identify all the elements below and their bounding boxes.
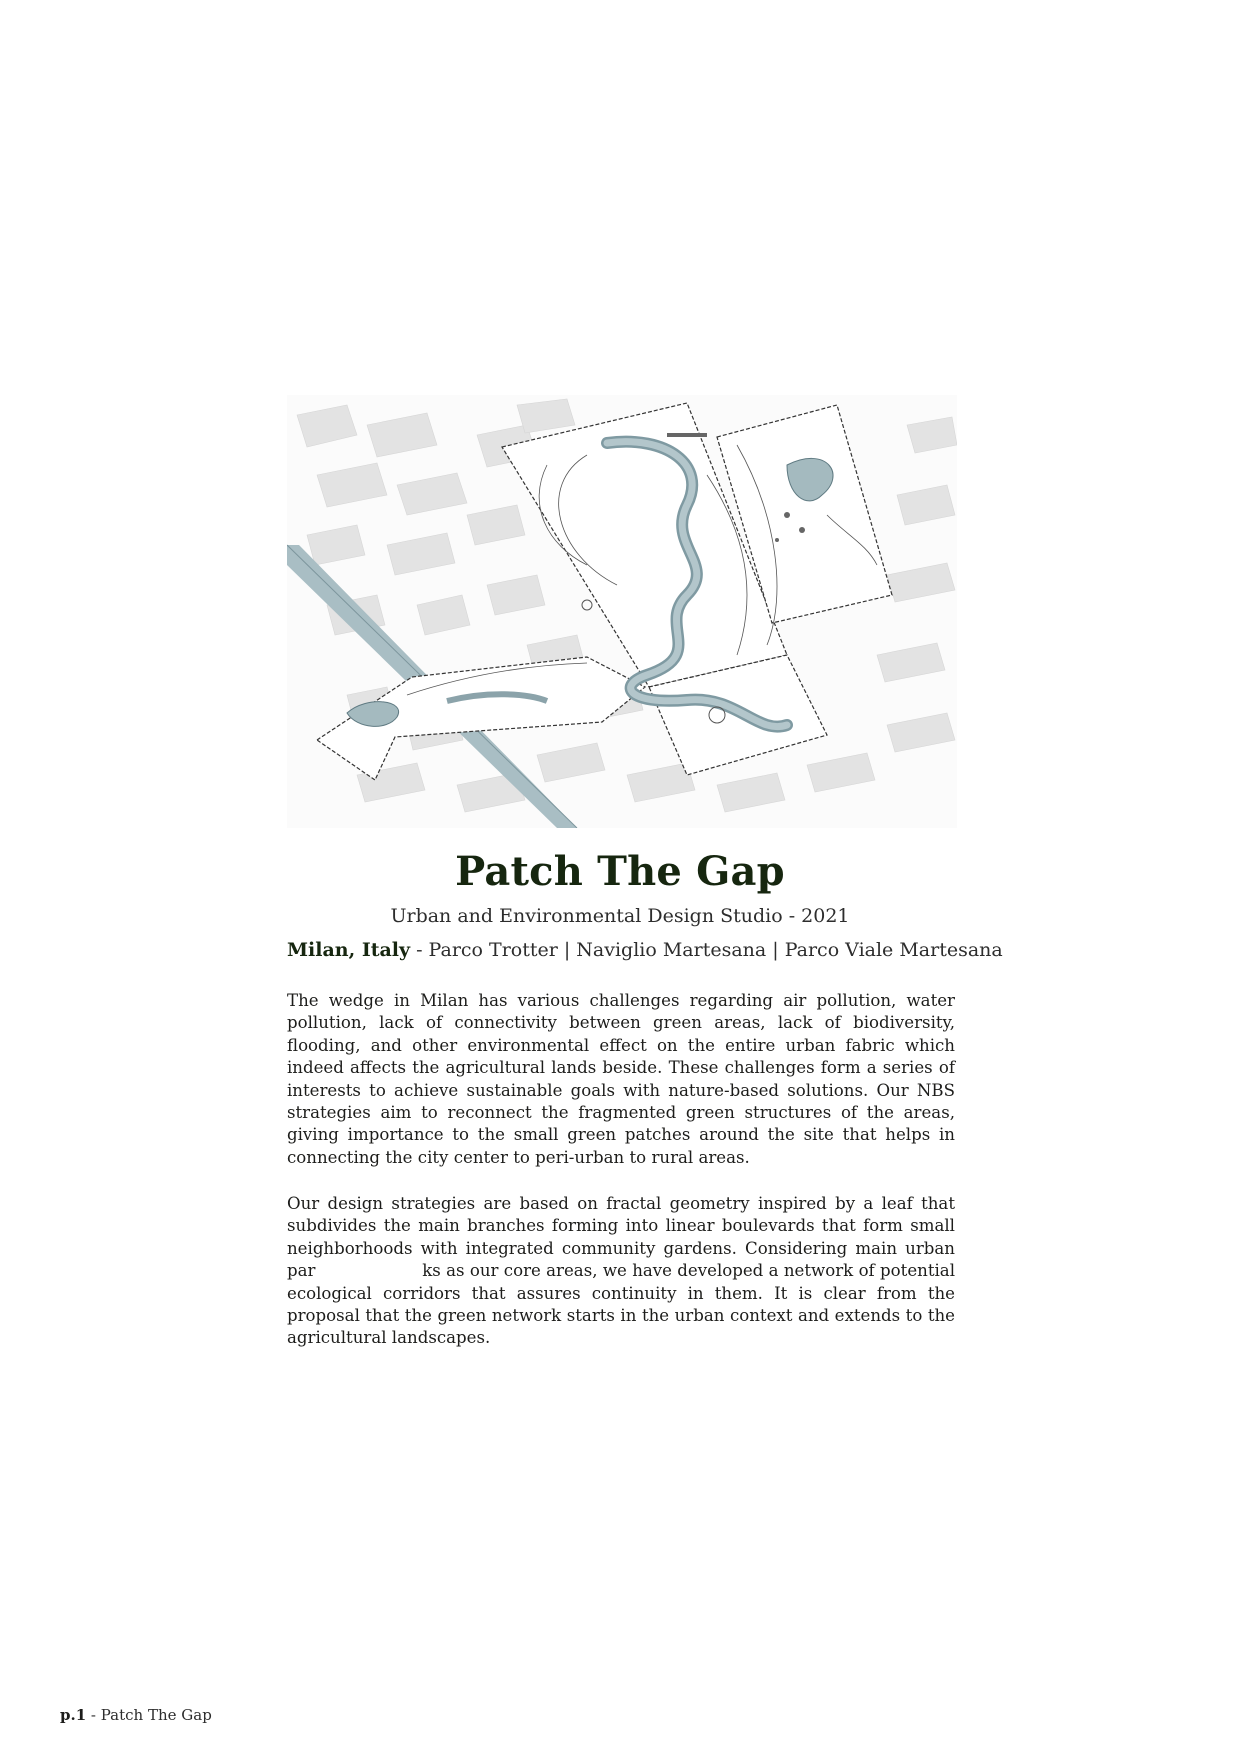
description-paragraph-2: Our design strategies are based on fractal geometry inspired by a leaf that subdivides the main branches forming into linear boulevards that form small neighborhoods with integrated community gardens. Considering main urban par ks as our core areas, we have developed a network of potential ecological corridors that assures continuity in them. It is clear from the proposal that the green network starts in the urban context and extends to the agricultural landscapes. xyxy=(287,1194,961,1348)
page-title: Patch The Gap xyxy=(455,848,785,895)
description-paragraph-1: The wedge in Milan has various challenges regarding air pollution, water pollution, lack of connectivity between green areas, lack of biodiversity, flooding, and other environmental effect on the entire urban fabric which indeed affects the agricultural lands beside. These challenges form a series of interests to achieve sustainable goals with nature-based solutions. Our NBS strategies aim to reconnect the fragmented green structures of the areas, giving importance to the small green patches around the site that helps in connecting the city center to peri-urban to rural areas. xyxy=(287,991,955,1167)
masterplan-drawing xyxy=(287,395,957,828)
page-footer xyxy=(60,1706,212,1724)
masterplan-image xyxy=(287,395,957,828)
page-number: p.1 xyxy=(60,1706,87,1724)
project-location xyxy=(287,939,1003,961)
project-subtitle: Urban and Environmental Design Studio - 2021 xyxy=(390,905,850,927)
location-city: Milan, Italy xyxy=(287,939,411,961)
location-sites: - Parco Trotter | Naviglio Martesana | Parco Viale Martesana xyxy=(410,939,1003,961)
footer-label: - Patch The Gap xyxy=(86,1706,212,1724)
